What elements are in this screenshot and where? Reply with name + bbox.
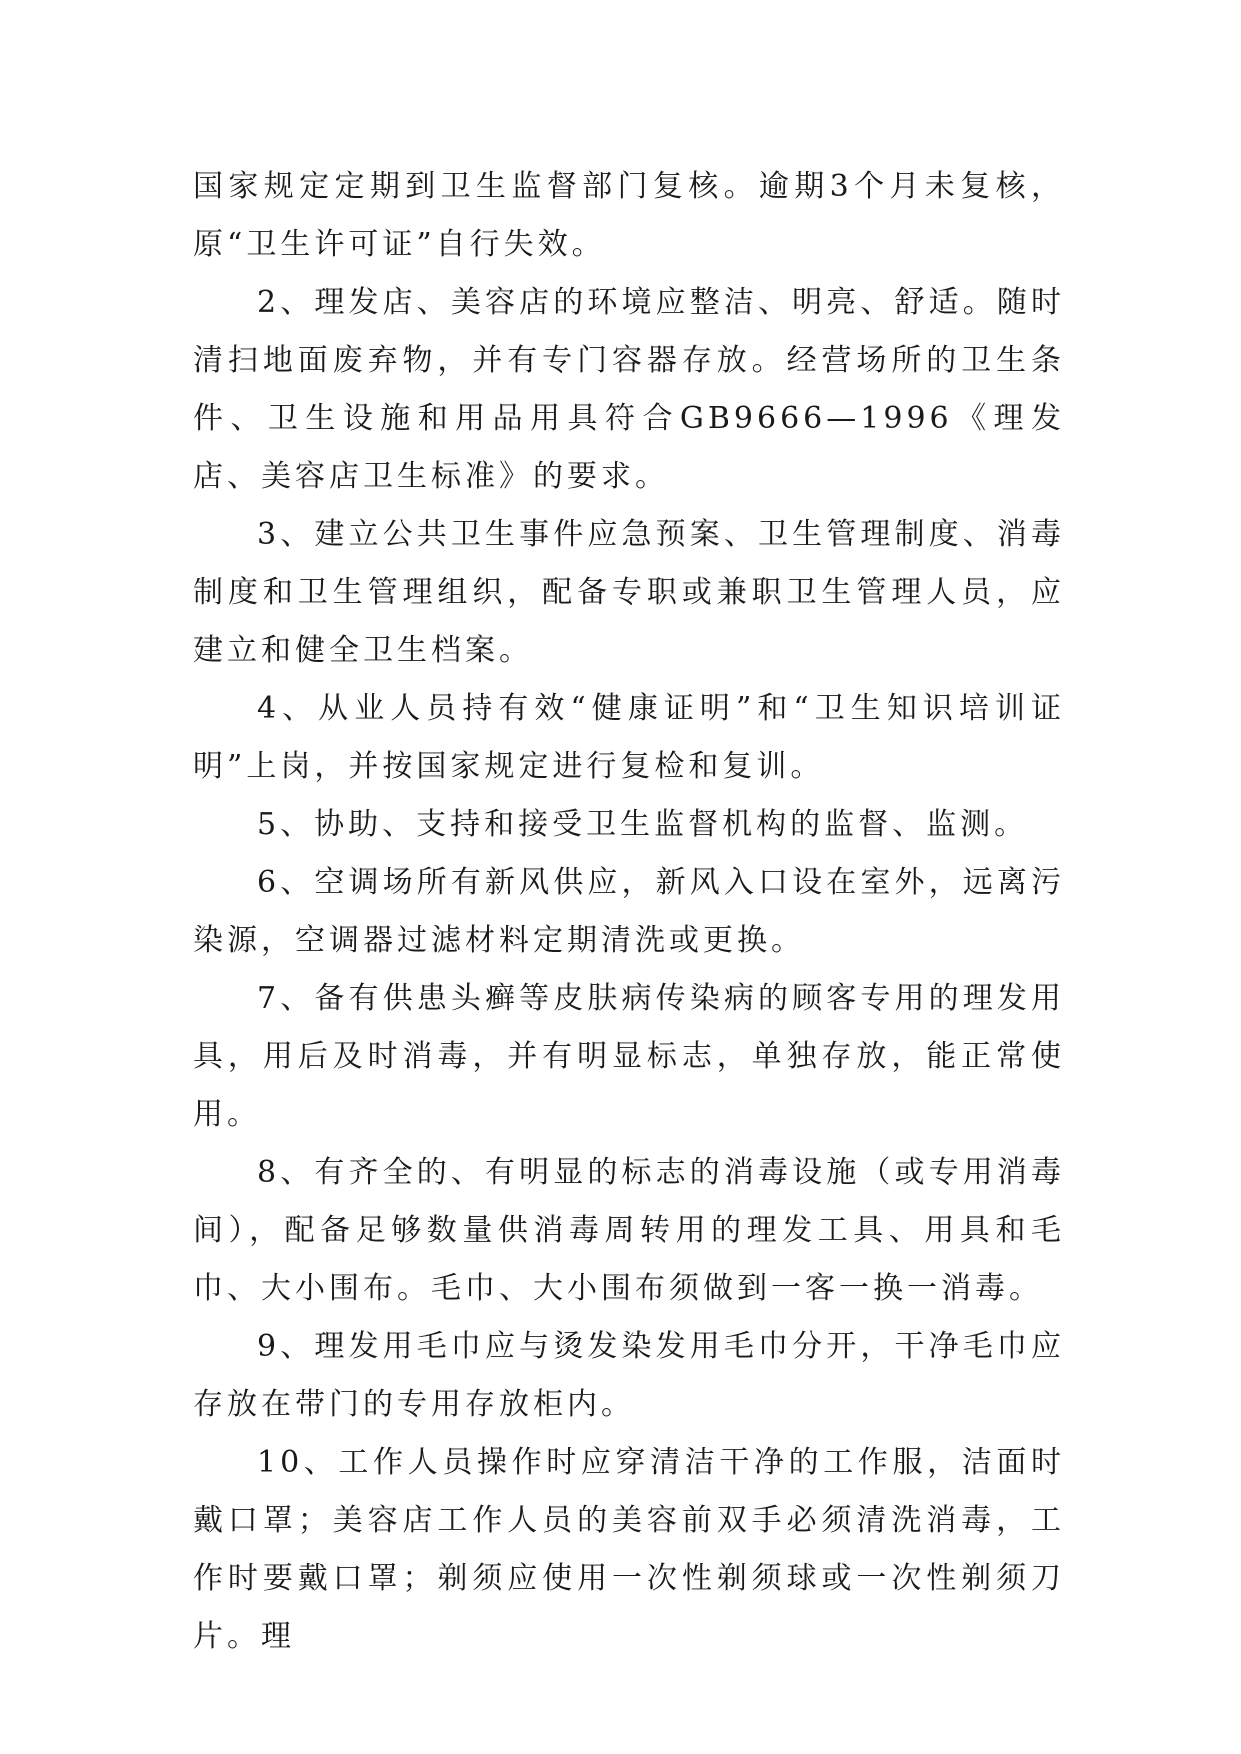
paragraph-item-9: 9、理发用毛巾应与烫发染发用毛巾分开，干净毛巾应存放在带门的专用存放柜内。 [193,1329,1065,1422]
document-body [193,158,1065,1666]
paragraph-item-6: 6、空调场所有新风供应，新风入口设在室外，远离污染源，空调器过滤材料定期清洗或更换。 [193,865,1065,958]
paragraph-item-5: 5、协助、支持和接受卫生监督机构的监督、监测。 [257,807,1029,842]
paragraph-item-3: 3、建立公共卫生事件应急预案、卫生管理制度、消毒制度和卫生管理组织，配备专职或兼职卫生管理人员，应建立和健全卫生档案。 [193,517,1065,668]
paragraph-continuation: 国家规定定期到卫生监督部门复核。逾期3个月未复核，原“卫生许可证”自行失效。 [193,169,1065,262]
paragraph-item-7: 7、备有供患头癣等皮肤病传染病的顾客专用的理发用具，用后及时消毒，并有明显标志，单独存放，能正常使用。 [193,981,1065,1132]
paragraph-item-2: 2、理发店、美容店的环境应整洁、明亮、舒适。随时清扫地面废弃物，并有专门容器存放。经营场所的卫生条件、卫生设施和用品用具符合GB9666—1996《理发店、美容店卫生标准》的要求。 [193,285,1065,494]
paragraph-item-4: 4、从业人员持有效“健康证明”和“卫生知识培训证明”上岗，并按国家规定进行复检和复训。 [193,691,1065,784]
paragraph-item-8: 8、有齐全的、有明显的标志的消毒设施（或专用消毒间），配备足够数量供消毒周转用的理发工具、用具和毛巾、大小围布。毛巾、大小围布须做到一客一换一消毒。 [193,1155,1065,1306]
paragraph-item-10: 10、工作人员操作时应穿清洁干净的工作服，洁面时戴口罩；美容店工作人员的美容前双手必须清洗消毒，工作时要戴口罩；剃须应使用一次性剃须球或一次性剃须刀片。理 [193,1445,1065,1654]
